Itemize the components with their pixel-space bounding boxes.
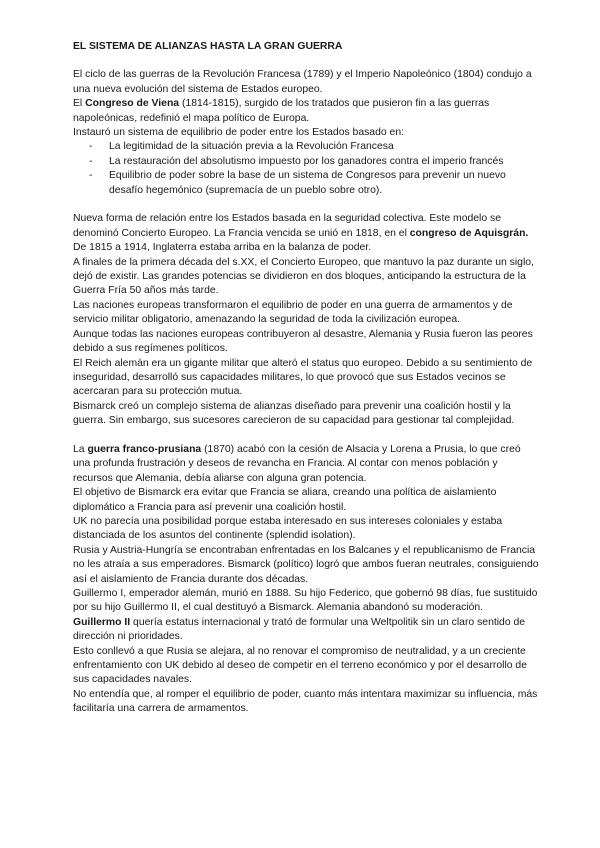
spacer <box>73 429 540 443</box>
spacer <box>73 198 540 212</box>
text-run: (1870) acabó con la cesión de Alsacia y Lorena a Prusia, lo que creó una profunda frustración y deseos de revancha en Francia. Al contar con menos población y recursos que Alemania, debía aliarse con alguna gran potencia. <box>73 443 521 484</box>
list-item <box>89 140 540 154</box>
paragraph: El objetivo de Bismarck era evitar que Francia se aliara, creando una política de aislamiento diplomático a Francia para así prevenir una coalición hostil. <box>73 487 497 513</box>
list-item <box>89 155 540 169</box>
paragraph <box>73 212 540 241</box>
text-run: Nueva forma de relación entre los Estados basada en la seguridad colectiva. Este modelo se denominó Concierto Europeo. La Francia vencida se unió en 1818, en el <box>73 213 501 239</box>
paragraph: El ciclo de las guerras de la Revolución Francesa (1789) y el Imperio Napoleónico (1804) condujo a una nueva evolución del sistema de Estados europeo. <box>73 69 532 95</box>
paragraph <box>73 443 540 486</box>
text-run: quería estatus internacional y trató de formular una Weltpolitik sin un claro sentido de dirección ni prioridades. <box>73 616 526 643</box>
bold-term: congreso de Aquisgrán. <box>409 227 529 239</box>
bold-term: guerra franco-prusiana <box>87 443 202 455</box>
dash-bullet: - <box>89 170 93 182</box>
paragraph <box>73 616 540 645</box>
bold-term: Congreso de Viena <box>85 98 180 110</box>
paragraph: A finales de la primera década del s.XX, el Concierto Europeo, que mantuvo la paz durante un siglo, dejó de existir. Las grandes potencias se dividieron en dos bloques, anticipando la estructura de la Guerra Fría 50 años más tarde. <box>73 256 534 297</box>
paragraph: El Reich alemán era un gigante militar que alteró el status quo europeo. Debido a su sentimiento de inseguridad, desarrolló sus capacidades militares, lo que provocó que sus Estados vecinos se acercaran para su protección mutua. <box>73 357 533 398</box>
paragraph: De 1815 a 1914, Inglaterra estaba arriba en la balanza de poder. <box>73 242 372 254</box>
list-item-text: La restauración del absolutismo impuesto por los ganadores contra el imperio francés <box>109 155 504 167</box>
text-run: El <box>73 98 86 110</box>
paragraph: Guillermo I, emperador alemán, murió en 1888. Su hijo Federico, que gobernó 98 días, fue sustituido por su hijo Guillermo II, el cual destituyó a Bismarck. Alemania abandonó su moderación. <box>73 588 538 614</box>
list-item <box>89 169 540 198</box>
paragraph: Aunque todas las naciones europeas contribuyeron al desastre, Alemania y Rusia fueron las peores debido a sus regímenes políticos. <box>73 328 533 355</box>
bold-term: Guillermo II <box>73 616 131 628</box>
list-item-text: Equilibrio de poder sobre la base de un sistema de Congresos para prevenir un nuevo desafío hegemónico (supremacía de un pueblo sobre otro). <box>109 170 506 196</box>
paragraph: UK no parecía una posibilidad porque estaba interesado en sus intereses coloniales y estaba distanciada de los asuntos del continente (splendid isolation). <box>73 515 503 542</box>
dash-bullet: - <box>89 141 93 153</box>
paragraph <box>73 97 540 126</box>
text-run: (1814-1815), surgido de los tratados que pusieron fin a las guerras napoleónicas, redefinió el mapa político de Europa. <box>73 98 490 124</box>
document-title: EL SISTEMA DE ALIANZAS HASTA LA GRAN GUERRA <box>73 41 343 52</box>
paragraph: No entendía que, al romper el equilibrio de poder, cuanto más intentara maximizar su influencia, más facilitaría una carrera de armamentos. <box>73 688 538 715</box>
paragraph: Esto conllevó a que Rusia se alejara, al no renovar el compromiso de neutralidad, y a un creciente enfrentamiento con UK debido al deseo de competir en el terreno económico y por el desarrollo de sus capacidades navales. <box>73 645 527 686</box>
text-run: La <box>73 443 88 455</box>
paragraph: Las naciones europeas transformaron el equilibrio de poder en una guerra de armamentos y de servicio militar obligatorio, amenazando la seguridad de toda la civilización europea. <box>73 299 513 326</box>
list-item-text: La legitimidad de la situación previa a la Revolución Francesa <box>109 141 394 153</box>
paragraph: Bismarck creó un complejo sistema de alianzas diseñado para prevenir una coalición hostil y la guerra. Sin embargo, sus sucesores carecieron de su capacidad para gestionar tal complejidad. <box>73 400 515 427</box>
dash-bullet: - <box>89 155 93 167</box>
paragraph: Rusia y Austria-Hungría se encontraban enfrentadas en los Balcanes y el republicanismo de Francia no les atraía a sus emperadores. Bismarck (político) logró que ambos fueran neutrales, consiguiendo así el aislamiento de Francia durante dos décadas. <box>73 544 539 585</box>
paragraph: Instauró un sistema de equilibrio de poder entre los Estados basado en: <box>73 127 404 139</box>
bullet-list <box>73 140 540 198</box>
